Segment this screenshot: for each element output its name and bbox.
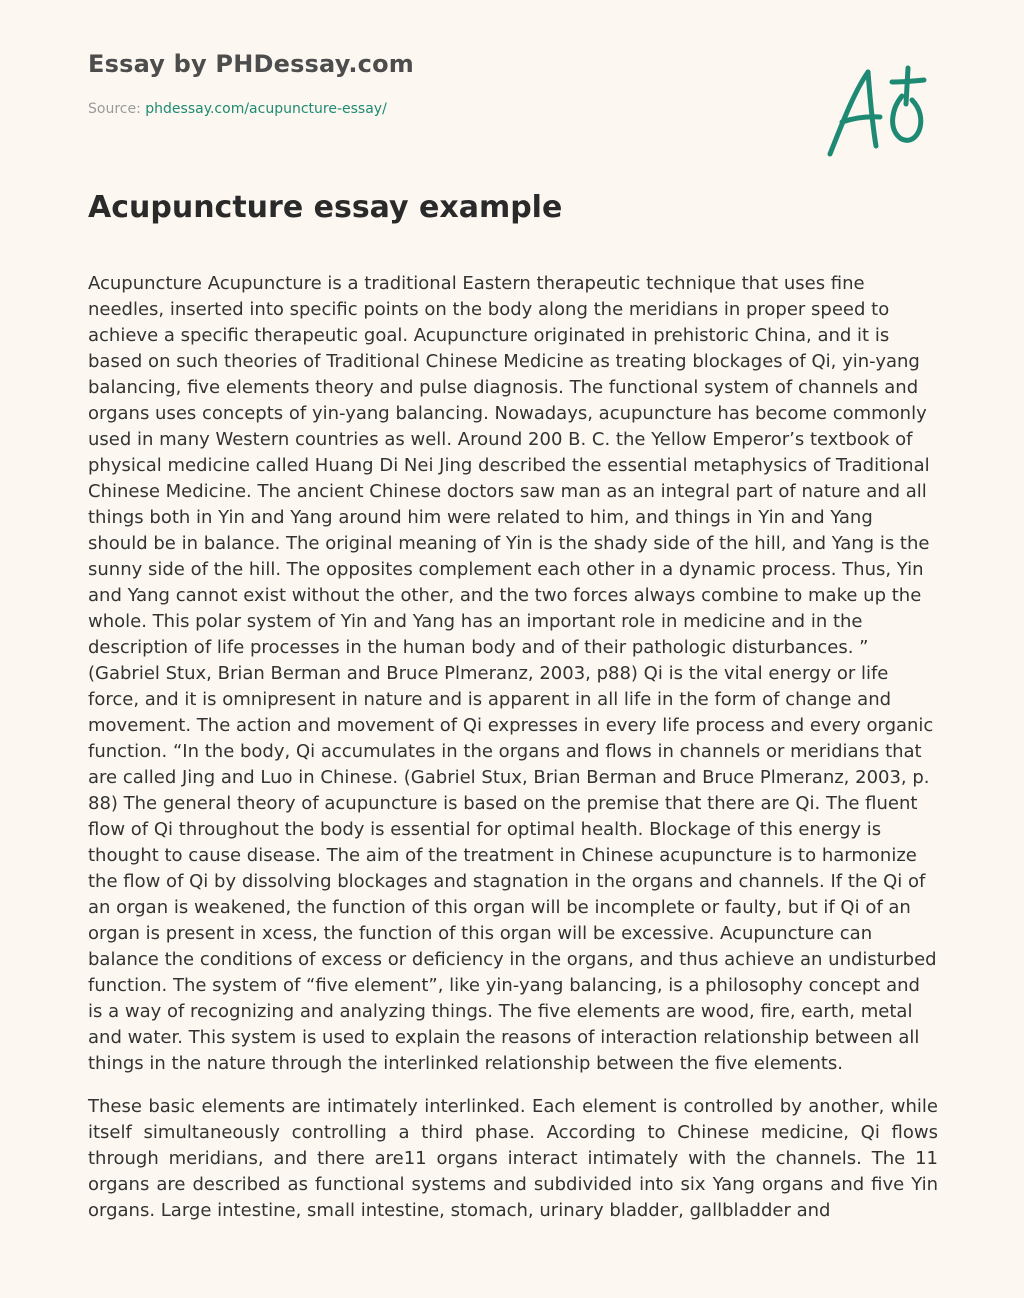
essay-paragraph-1: Acupuncture Acupuncture is a traditional Eastern therapeutic technique that uses fine needles, inserted into specific points on the body along the meridians in proper speed to achieve a specific therapeutic goal. Acupuncture originated in prehistoric China, and it is based on such theories of Traditional Chinese Medicine as treating blockages of Qi, yin-yang balancing, five elements theory and pulse diagnosis. The functional system of channels and organs uses concepts of yin-yang balancing. Nowadays, acupuncture has become commonly used in many Western countries as well. Around 200 B. C. the Yellow Emperor’s textbook of physical medicine called Huang Di Nei Jing described the essential metaphysics of Traditional Chinese Medicine. The ancient Chinese doctors saw man as an integral part of nature and all things both in Yin and Yang around him were related to him, and things in Yin and Yang should be in balance. The original meaning of Yin is the shady side of the hill, and Yang is the sunny side of the hill. The opposites complement each other in a dynamic process. Thus, Yin and Yang cannot exist without the other, and the two forces always combine to make up the whole. This polar system of Yin and Yang has an important role in medicine and in the description of life processes in the human body and of their pathologic disturbances. ” (Gabriel Stux, Brian Berman and Bruce Plmeranz, 2003, p88) Qi is the vital energy or life force, and it is omnipresent in nature and is apparent in all life in the form of change and movement. The action and movement of Qi expresses in every life process and every organic function. “In the body, Qi accumulates in the organs and flows in channels or meridians that are called Jing and Luo in Chinese. (Gabriel Stux, Brian Berman and Bruce Plmeranz, 2003, p. 88) The general theory of acupuncture is based on the premise that there are Qi. The fluent flow of Qi throughout the body is essential for optimal health. Blockage of this energy is thought to cause disease. The aim of the treatment in Chinese acupuncture is to harmonize the flow of Qi by dissolving blockages and stagnation in the organs and channels. If the Qi of an organ is weakened, the function of this organ will be incomplete or faulty, but if Qi of an organ is present in xcess, the function of this organ will be excessive. Acupuncture can balance the conditions of excess or deficiency in the organs, and thus achieve an undisturbed function. The system of “five element”, like yin-yang balancing, is a philosophy concept and is a way of recognizing and analyzing things. The five elements are wood, fire, earth, metal and water. This system is used to explain the reasons of interaction relationship between all things in the nature through the interlinked relationship between the five elements. bbox=[88, 273, 937, 1074]
essay-body bbox=[88, 271, 938, 1241]
site-brand[interactable]: Essay by PHDessay.com bbox=[88, 50, 414, 78]
a-plus-logo-icon bbox=[820, 62, 930, 162]
essay-paragraph-2: These basic elements are intimately interlinked. Each element is controlled by another, while itself simultaneously controlling a third phase. According to Chinese medicine, Qi flows through meridians, and there are11 organs interact intimately with the channels. The 11 organs are described as functional systems and subdivided into six Yang organs and five Yin organs. Large intestine, small intestine, stomach, urinary bladder, gallbladder and bbox=[88, 1096, 938, 1221]
essay-title: Acupuncture essay example bbox=[88, 190, 563, 225]
source-label: Source: bbox=[88, 101, 146, 117]
source-link[interactable]: phdessay.com/acupuncture-essay/ bbox=[145, 101, 387, 117]
source-line bbox=[88, 101, 387, 117]
